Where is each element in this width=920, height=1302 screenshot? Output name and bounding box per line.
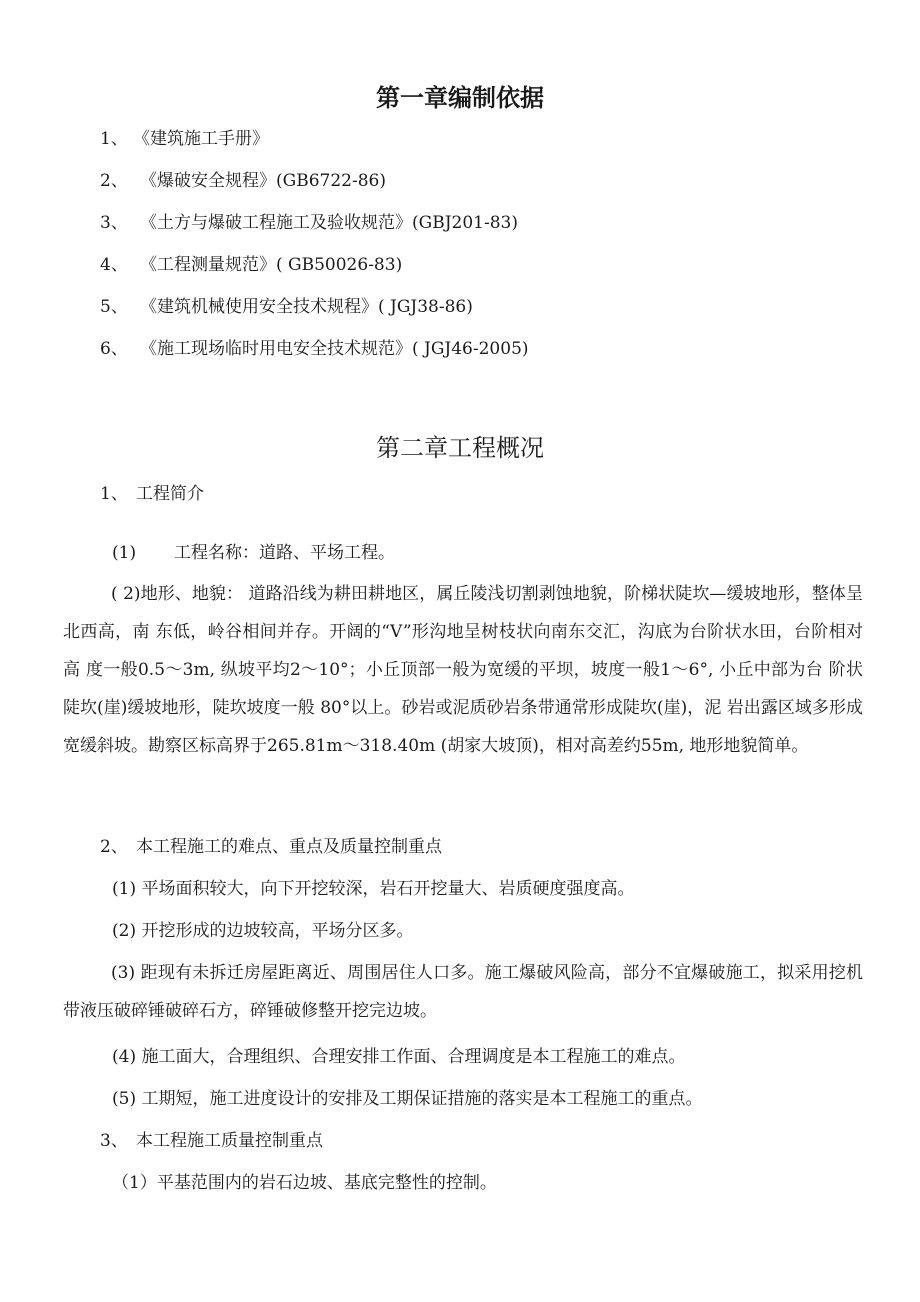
section-number: 2、 bbox=[100, 837, 128, 857]
terrain-text: ( 2)地形、地貌： 道路沿线为耕田耕地区，属丘陵浅切割剥蚀地貌，阶梯状陡坎—缓坡地形，整体呈北西高，南 东低，岭谷相间并存。开阔的“V”形沟地呈树枝状向南东交汇，沟底为台阶状水田，台阶相对高 度一般0.5～3m, 纵坡平均2～10°；小丘顶部一般为宽缓的平坝，坡度一般1～6°, 小丘中部为台 阶状陡坎(崖)缓坡地形，陡坎坡度一般 80°以上。砂岩或泥质砂岩条带通常形成陡坎(崖)，泥 岩出露区域多形成宽缓斜坡。勘察区标高界于265.81m～318.40m (胡家大坡顶)，相对高差约55m, 地形地貌简单。 bbox=[63, 584, 863, 756]
reference-text: 《工程测量规范》( GB50026-83) bbox=[140, 255, 403, 275]
section-heading: 本工程施工质量控制重点 bbox=[136, 1131, 323, 1151]
chapter1-title: 第一章编制依据 bbox=[376, 83, 544, 112]
difficulty-item: (2) 开挖形成的边坡较高，平场分区多。 bbox=[112, 921, 414, 941]
section-heading: 本工程施工的难点、重点及质量控制重点 bbox=[136, 837, 442, 857]
project-name-text: 工程名称：道路、平场工程。 bbox=[174, 543, 395, 563]
section-heading: 工程简介 bbox=[136, 484, 204, 504]
reference-number: 1、 bbox=[100, 129, 128, 149]
item-number: (1) bbox=[112, 543, 137, 563]
difficulty-item: (5) 工期短，施工进度设计的安排及工期保证措施的落实是本工程施工的重点。 bbox=[112, 1089, 703, 1109]
reference-text: 《土方与爆破工程施工及验收规范》(GBJ201-83) bbox=[140, 213, 518, 233]
difficulty-text: (3) 距现有未拆迁房屋距离近、周围居住人口多。施工爆破风险高，部分不宜爆破施工，拟采用挖机带液压破碎锤破碎石方，碎锤破修整开挖完边坡。 bbox=[63, 963, 863, 1021]
difficulty-item: (1) 平场面积较大，向下开挖较深，岩石开挖量大、岩质硬度强度高。 bbox=[112, 879, 635, 899]
reference-number: 3、 bbox=[100, 213, 128, 233]
difficulty-item bbox=[63, 954, 863, 1030]
section-number: 1、 bbox=[100, 484, 128, 504]
reference-number: 4、 bbox=[100, 255, 128, 275]
reference-text: 《施工现场临时用电安全技术规范》( JGJ46-2005) bbox=[140, 339, 529, 359]
reference-number: 5、 bbox=[100, 297, 128, 317]
chapter2-title: 第二章工程概况 bbox=[376, 434, 544, 462]
quality-item: （1）平基范围内的岩石边坡、基底完整性的控制。 bbox=[112, 1173, 497, 1193]
terrain-paragraph bbox=[63, 575, 863, 765]
reference-text: 《爆破安全规程》(GB6722-86) bbox=[140, 171, 386, 191]
section-number: 3、 bbox=[100, 1131, 128, 1151]
difficulty-item: (4) 施工面大，合理组织、合理安排工作面、合理调度是本工程施工的难点。 bbox=[112, 1047, 686, 1067]
reference-number: 2、 bbox=[100, 171, 128, 191]
reference-text: 《建筑施工手册》 bbox=[133, 129, 269, 149]
reference-number: 6、 bbox=[100, 339, 128, 359]
reference-text: 《建筑机械使用安全技术规程》( JGJ38-86) bbox=[140, 297, 473, 317]
